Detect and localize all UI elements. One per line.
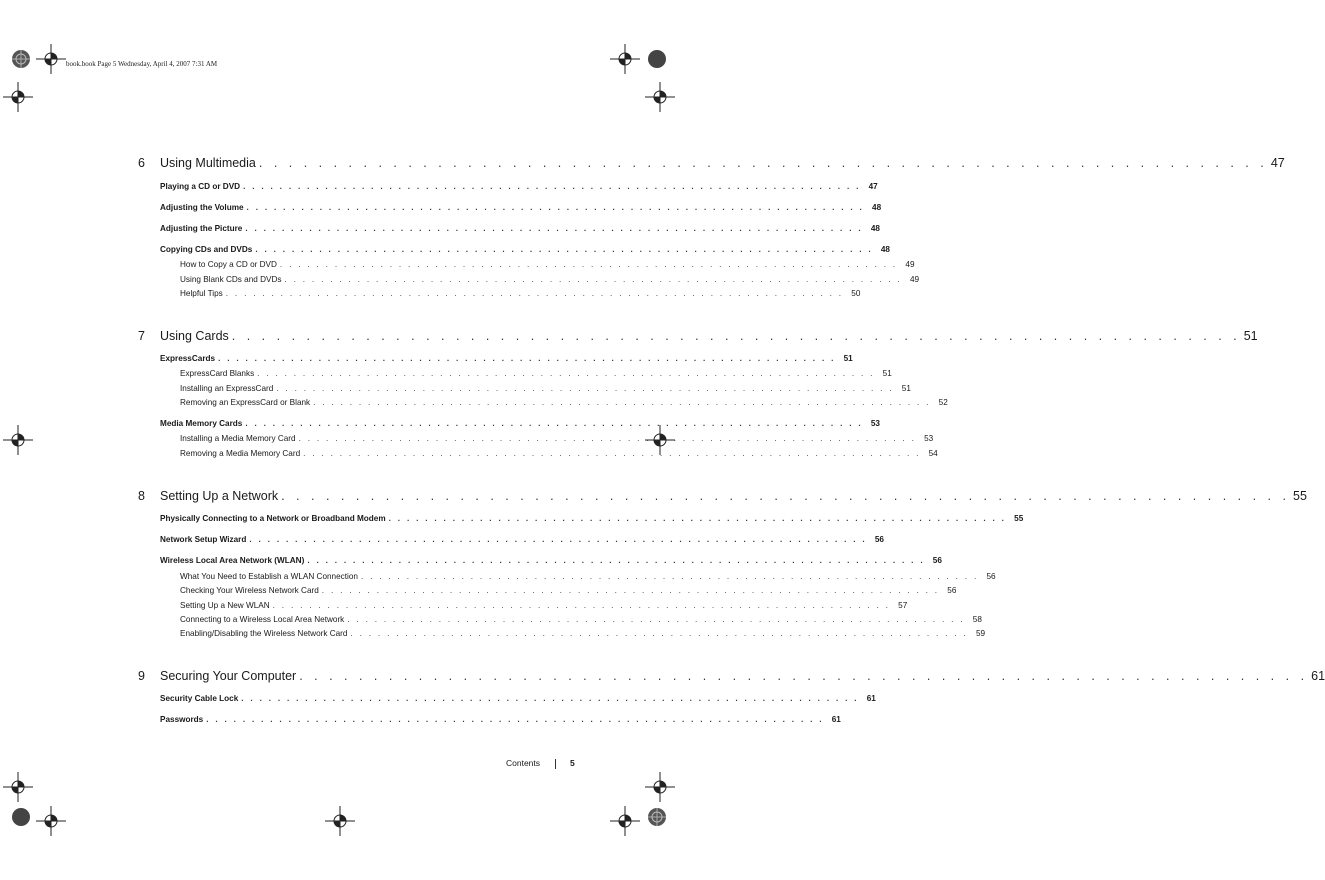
toc-section[interactable] [160,419,880,431]
dot-leader: . . . . . . . . . . . . . . . . . . . . . . . . . . . . . . . . . . . . . . . . . . . . . . . . . . . . . . . . . . . . . . . . . . . . [350,629,969,638]
dot-leader: . . . . . . . . . . . . . . . . . . . . . . . . . . . . . . . . . . . . . . . . . . . . . . . . . . . . . . . . . . . . . . . . . . . . [241,694,859,703]
toc-section[interactable] [160,535,884,547]
toc-subsection[interactable] [180,629,986,641]
toc-subsection[interactable] [180,434,934,446]
chapter-title: Using Cards [160,329,229,343]
entry-title: Media Memory Cards [160,419,243,428]
entry-page-number: 51 [843,354,853,363]
entry-title: Adjusting the Volume [160,203,244,212]
dot-leader: . . . . . . . . . . . . . . . . . . . . . . . . . . . . . . . . . . . . . . . . . . . . . . . . . . . . . . . . . . . . . . . . . . . . [243,182,861,191]
toc-section[interactable] [160,224,880,236]
footer-divider [555,759,556,769]
entry-page-number: 56 [986,572,996,581]
toc-subsection[interactable] [180,586,957,598]
toc-chapter[interactable] [138,669,1325,689]
dot-leader: . . . . . . . . . . . . . . . . . . . . . . . . . . . . . . . . . . . . . . . . . . . . . . . . . . . . . . . . . . . . . . . . . . . . [218,354,836,363]
entry-title: What You Need to Establish a WLAN Connection [180,572,358,581]
toc-chapter[interactable] [138,329,1258,349]
entry-title: Copying CDs and DVDs [160,245,253,254]
entry-title: Connecting to a Wireless Local Area Network [180,615,345,624]
chapter-number: 8 [138,489,145,503]
entry-title: Removing a Media Memory Card [180,449,301,458]
entry-title: Installing a Media Memory Card [180,434,296,443]
entry-title: ExpressCards [160,354,216,363]
toc-chapter[interactable] [138,489,1307,509]
entry-page-number: 49 [909,275,920,284]
toc-section[interactable] [160,694,876,706]
dot-leader: . . . . . . . . . . . . . . . . . . . . . . . . . . . . . . . . . . . . . . . . . . . . . . . . . . . . . . . . . . . . . . . . . . . . [321,586,940,595]
entry-page-number: 47 [868,182,878,191]
toc-subsection[interactable] [180,572,996,584]
entry-page-number: 52 [938,398,948,407]
entry-title: Security Cable Lock [160,694,239,703]
print-header-note: book.book Page 5 Wednesday, April 4, 2007 7:31 AM [66,60,218,68]
dot-leader: . . . . . . . . . . . . . . . . . . . . . . . . . . . . . . . . . . . . . . . . . . . . . . . . . . . . . . . . . . . . . . . . . . . . [258,156,1268,170]
dot-leader: . . . . . . . . . . . . . . . . . . . . . . . . . . . . . . . . . . . . . . . . . . . . . . . . . . . . . . . . . . . . . . . . . . . . [257,369,875,378]
entry-title: Network Setup Wizard [160,535,247,544]
dot-leader: . . . . . . . . . . . . . . . . . . . . . . . . . . . . . . . . . . . . . . . . . . . . . . . . . . . . . . . . . . . . . . . . . . . . [299,669,1309,683]
toc-subsection[interactable] [180,275,920,287]
dot-leader: . . . . . . . . . . . . . . . . . . . . . . . . . . . . . . . . . . . . . . . . . . . . . . . . . . . . . . . . . . . . . . . . . . . . [225,289,844,298]
toc-section[interactable] [160,203,882,215]
chapter-number: 6 [138,156,145,170]
entry-title: Installing an ExpressCard [180,384,274,393]
dot-leader: . . . . . . . . . . . . . . . . . . . . . . . . . . . . . . . . . . . . . . . . . . . . . . . . . . . . . . . . . . . . . . . . . . . . [281,489,1290,503]
entry-page-number: 48 [880,245,890,254]
entry-page-number: 56 [874,535,884,544]
entry-page-number: 56 [932,556,942,565]
entry-page-number: 51 [901,384,911,393]
entry-page-number: 48 [870,224,880,233]
entry-page-number: 48 [872,203,882,212]
entry-title: Passwords [160,715,204,724]
entry-page-number: 49 [905,260,915,269]
dot-leader: . . . . . . . . . . . . . . . . . . . . . . . . . . . . . . . . . . . . . . . . . . . . . . . . . . . . . . . . . . . . . . . . . . . . [298,434,917,443]
entry-title: Helpful Tips [180,289,223,298]
dot-leader: . . . . . . . . . . . . . . . . . . . . . . . . . . . . . . . . . . . . . . . . . . . . . . . . . . . . . . . . . . . . . . . . . . . . [307,556,925,565]
chapter-title: Setting Up a Network [160,489,279,503]
footer-section-label: Contents [506,758,541,768]
dot-leader: . . . . . . . . . . . . . . . . . . . . . . . . . . . . . . . . . . . . . . . . . . . . . . . . . . . . . . . . . . . . . . . . . . . . [279,260,898,269]
entry-page-number: 55 [1014,514,1024,523]
page-footer [0,758,680,772]
entry-page-number: 57 [898,601,908,610]
entry-page-number: 59 [975,629,986,638]
entry-page-number: 61 [831,715,841,724]
dot-leader: . . . . . . . . . . . . . . . . . . . . . . . . . . . . . . . . . . . . . . . . . . . . . . . . . . . . . . . . . . . . . . . . . . . . [245,224,863,233]
dot-leader: . . . . . . . . . . . . . . . . . . . . . . . . . . . . . . . . . . . . . . . . . . . . . . . . . . . . . . . . . . . . . . . . . . . . [388,514,1007,523]
dot-leader: . . . . . . . . . . . . . . . . . . . . . . . . . . . . . . . . . . . . . . . . . . . . . . . . . . . . . . . . . . . . . . . . . . . . [276,384,894,393]
entry-page-number: 51 [882,369,892,378]
entry-title: Setting Up a New WLAN [180,601,270,610]
entry-page-number: 56 [947,586,957,595]
dot-leader: . . . . . . . . . . . . . . . . . . . . . . . . . . . . . . . . . . . . . . . . . . . . . . . . . . . . . . . . . . . . . . . . . . . . [255,245,873,254]
dot-leader: . . . . . . . . . . . . . . . . . . . . . . . . . . . . . . . . . . . . . . . . . . . . . . . . . . . . . . . . . . . . . . . . . . . . [245,419,863,428]
dot-leader: . . . . . . . . . . . . . . . . . . . . . . . . . . . . . . . . . . . . . . . . . . . . . . . . . . . . . . . . . . . . . . . . . . . . [360,572,979,581]
entry-page-number: 58 [972,615,982,624]
dot-leader: . . . . . . . . . . . . . . . . . . . . . . . . . . . . . . . . . . . . . . . . . . . . . . . . . . . . . . . . . . . . . . . . . . . . [272,601,891,610]
dot-leader: . . . . . . . . . . . . . . . . . . . . . . . . . . . . . . . . . . . . . . . . . . . . . . . . . . . . . . . . . . . . . . . . . . . . [249,535,867,544]
dot-leader: . . . . . . . . . . . . . . . . . . . . . . . . . . . . . . . . . . . . . . . . . . . . . . . . . . . . . . . . . . . . . . . . . . . . [313,398,931,407]
chapter-page-number: 61 [1311,669,1325,683]
entry-title: How to Copy a CD or DVD [180,260,277,269]
dot-leader: . . . . . . . . . . . . . . . . . . . . . . . . . . . . . . . . . . . . . . . . . . . . . . . . . . . . . . . . . . . . . . . . . . . . [347,615,965,624]
toc-subsection[interactable] [180,449,938,461]
toc-subsection[interactable] [180,369,892,381]
entry-page-number: 53 [870,419,880,428]
toc-subsection[interactable] [180,384,911,396]
toc-chapter[interactable] [138,156,1285,176]
entry-title: ExpressCard Blanks [180,369,255,378]
entry-title: Playing a CD or DVD [160,182,241,191]
chapter-number: 9 [138,669,145,683]
chapter-page-number: 55 [1293,489,1307,503]
entry-title: Removing an ExpressCard or Blank [180,398,311,407]
dot-leader: . . . . . . . . . . . . . . . . . . . . . . . . . . . . . . . . . . . . . . . . . . . . . . . . . . . . . . . . . . . . . . . . . . . . [246,203,865,212]
entry-page-number: 50 [851,289,861,298]
toc-section[interactable] [160,556,942,568]
chapter-number: 7 [138,329,145,343]
toc-subsection[interactable] [180,398,948,410]
chapter-title: Using Multimedia [160,156,256,170]
entry-title: Enabling/Disabling the Wireless Network Card [180,629,348,638]
toc-subsection[interactable] [180,260,915,272]
toc-subsection[interactable] [180,615,982,627]
dot-leader: . . . . . . . . . . . . . . . . . . . . . . . . . . . . . . . . . . . . . . . . . . . . . . . . . . . . . . . . . . . . . . . . . . . . [206,715,824,724]
entry-title: Adjusting the Picture [160,224,243,233]
toc-section[interactable] [160,715,841,727]
toc-subsection[interactable] [180,601,908,613]
entry-page-number: 53 [924,434,934,443]
entry-title: Using Blank CDs and DVDs [180,275,282,284]
entry-title: Checking Your Wireless Network Card [180,586,319,595]
entry-page-number: 61 [866,694,876,703]
chapter-title: Securing Your Computer [160,669,297,683]
entry-page-number: 54 [928,449,938,458]
dot-leader: . . . . . . . . . . . . . . . . . . . . . . . . . . . . . . . . . . . . . . . . . . . . . . . . . . . . . . . . . . . . . . . . . . . . [284,275,903,284]
entry-title: Physically Connecting to a Network or Broadband Modem [160,514,386,523]
footer-page-number: 5 [570,758,575,768]
toc-subsection[interactable] [180,289,861,301]
toc-section[interactable] [160,354,853,366]
chapter-page-number: 51 [1243,329,1258,343]
toc-section[interactable] [160,182,878,194]
entry-title: Wireless Local Area Network (WLAN) [160,556,305,565]
toc-section[interactable] [160,245,890,257]
dot-leader: . . . . . . . . . . . . . . . . . . . . . . . . . . . . . . . . . . . . . . . . . . . . . . . . . . . . . . . . . . . . . . . . . . . . [231,329,1241,343]
dot-leader: . . . . . . . . . . . . . . . . . . . . . . . . . . . . . . . . . . . . . . . . . . . . . . . . . . . . . . . . . . . . . . . . . . . . [303,449,921,458]
toc-section[interactable] [160,514,1024,526]
chapter-page-number: 47 [1270,156,1285,170]
